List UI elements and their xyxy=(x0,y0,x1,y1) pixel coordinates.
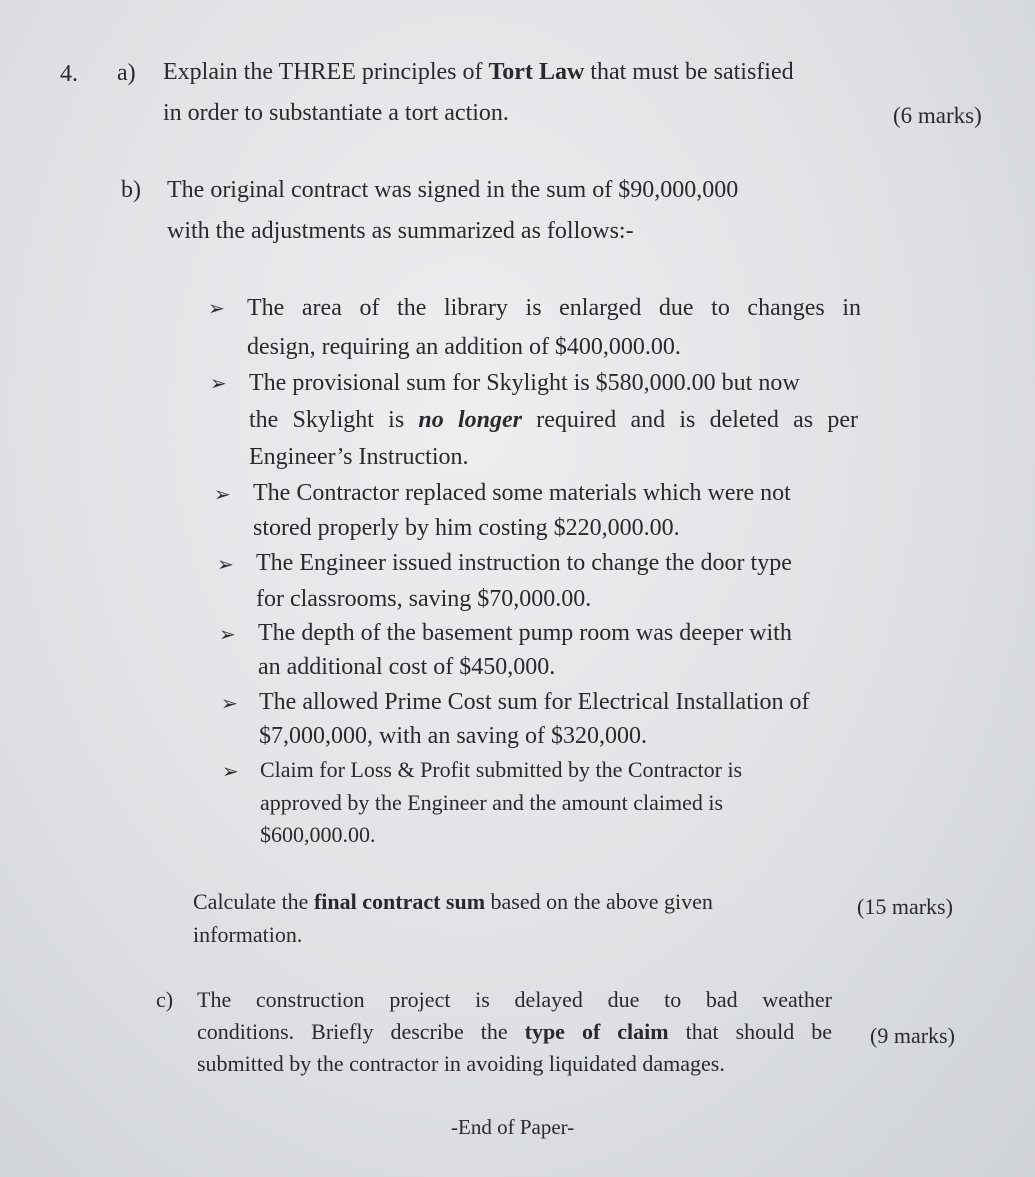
bullet-7-line-2: approved by the Engineer and the amount claimed is xyxy=(260,790,724,815)
part-a-marks: (6 marks) xyxy=(893,103,982,128)
bullet-2-text xyxy=(249,408,858,432)
tort-law-emphasis: Tort Law xyxy=(488,59,585,85)
bullet-4-line-2: for classrooms, saving $70,000.00. xyxy=(256,586,592,612)
bullet-2-text-pre: the Skylight is xyxy=(249,407,419,433)
bullet-5-line-2: an additional cost of $450,000. xyxy=(258,654,556,680)
part-c-line-3: submitted by the contractor in avoiding liquidated damages. xyxy=(197,1051,725,1076)
arrow-bullet-icon: ➢ xyxy=(222,761,239,783)
bullet-7-line-1: Claim for Loss & Profit submitted by the Contractor is xyxy=(260,757,743,782)
bullet-3-line-2: stored properly by him costing $220,000.00. xyxy=(253,515,680,541)
bullet-1-line-2: design, requiring an addition of $400,000.00. xyxy=(247,334,681,360)
part-c-text: The construction project is delayed due to bad weather xyxy=(197,987,832,1012)
arrow-bullet-icon: ➢ xyxy=(221,693,238,715)
bullet-2-line-2 xyxy=(249,408,858,432)
final-contract-sum-emphasis: final contract sum xyxy=(313,889,486,914)
bullet-5-line-1: The depth of the basement pump room was deeper with xyxy=(258,620,792,646)
part-c-line-1 xyxy=(197,989,832,1011)
part-b-marks: (15 marks) xyxy=(857,894,953,919)
arrow-bullet-icon: ➢ xyxy=(219,624,236,646)
bullet-2-text-post: required and is deleted as per xyxy=(522,407,859,433)
part-c-marks: (9 marks) xyxy=(870,1023,955,1048)
type-of-claim-emphasis: type of claim xyxy=(524,1019,669,1044)
part-a-text: that must be satisfied xyxy=(584,59,794,85)
bullet-2-line-3: Engineer’s Instruction. xyxy=(249,444,469,470)
end-of-paper: -End of Paper- xyxy=(451,1115,575,1139)
part-b-label: b) xyxy=(121,177,141,203)
part-b-line-2: with the adjustments as summarized as follows:- xyxy=(167,218,634,244)
arrow-bullet-icon: ➢ xyxy=(217,554,234,576)
no-longer-emphasis: no longer xyxy=(418,407,523,433)
bullet-2-line-1: The provisional sum for Skylight is $580,000.00 but now xyxy=(249,370,800,396)
bullet-7-line-3: $600,000.00. xyxy=(260,822,376,847)
question-number: 4. xyxy=(60,61,78,87)
part-a-label: a) xyxy=(117,60,136,86)
bullet-3-line-1: The Contractor replaced some materials which were not xyxy=(253,480,791,506)
part-b-line-1: The original contract was signed in the sum of $90,000,000 xyxy=(167,177,739,203)
bullet-1-line-1 xyxy=(247,296,861,320)
part-c-text xyxy=(197,1021,832,1043)
part-c-text-post: that should be xyxy=(668,1019,833,1044)
bullet-4-line-1: The Engineer issued instruction to change the door type xyxy=(256,550,792,576)
arrow-bullet-icon: ➢ xyxy=(208,298,225,320)
bullet-6-line-2: $7,000,000, with an saving of $320,000. xyxy=(259,723,647,749)
part-c-line-2 xyxy=(197,1021,832,1043)
calculate-line-1 xyxy=(193,891,713,913)
part-c-label: c) xyxy=(156,987,174,1012)
part-a-line-2: in order to substantiate a tort action. xyxy=(163,100,509,126)
calculate-text: Calculate the xyxy=(193,889,314,914)
part-a-text: Explain the THREE principles of xyxy=(163,59,489,85)
bullet-6-line-1: The allowed Prime Cost sum for Electrical Installation of xyxy=(259,689,810,715)
arrow-bullet-icon: ➢ xyxy=(214,484,231,506)
arrow-bullet-icon: ➢ xyxy=(210,373,227,395)
bullet-1-text: The area of the library is enlarged due to changes in xyxy=(247,295,861,321)
calculate-text: based on the above given xyxy=(485,889,713,914)
calculate-line-2: information. xyxy=(193,922,303,947)
part-a-line-1 xyxy=(163,60,794,84)
part-c-text-pre: conditions. Briefly describe the xyxy=(197,1019,525,1044)
